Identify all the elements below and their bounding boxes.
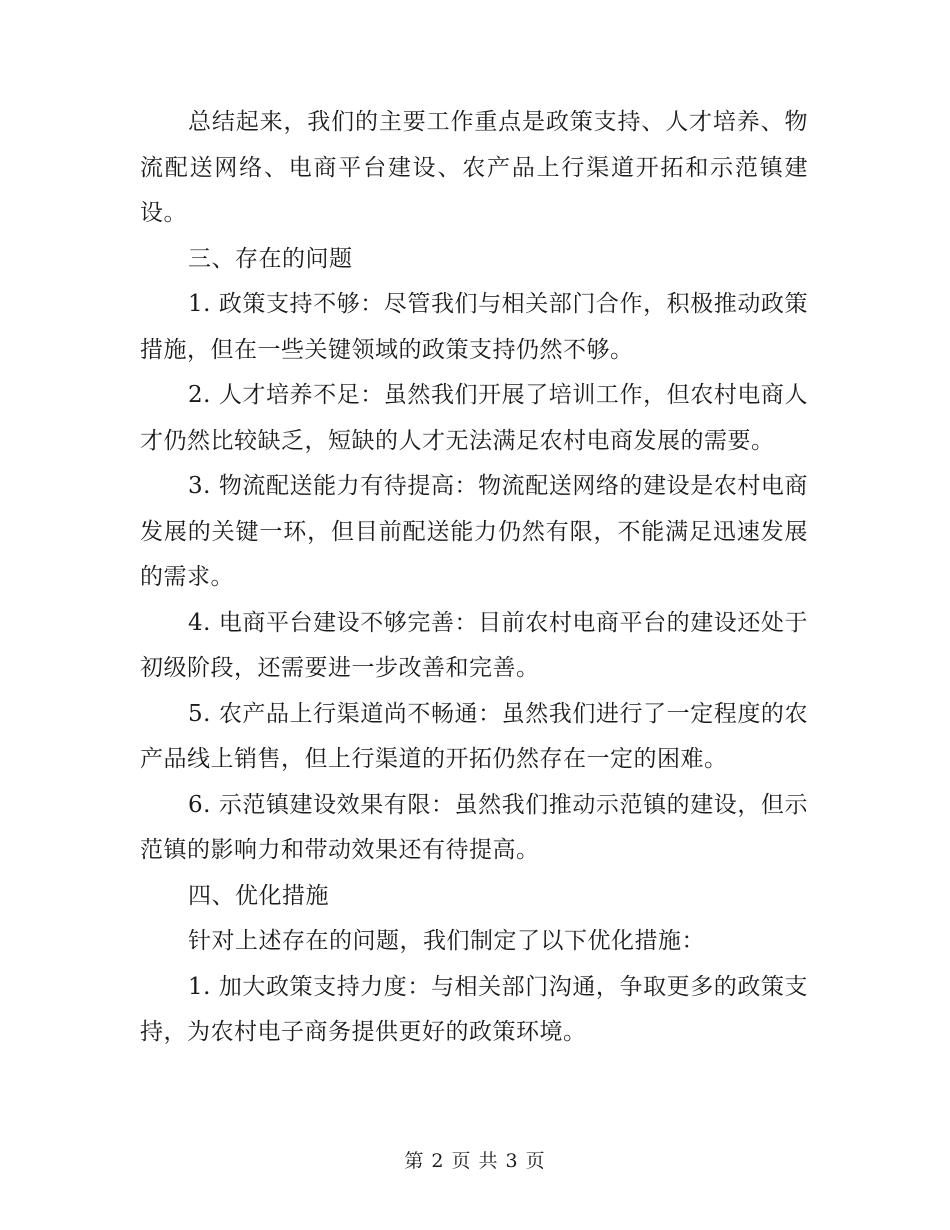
- measure-item-1: 1. 加大政策支持力度：与相关部门沟通，争取更多的政策支持，为农村电子商务提供更好的政策环境。: [140, 973, 808, 1045]
- problem-item-2: 2. 人才培养不足：虽然我们开展了培训工作，但农村电商人才仍然比较缺乏，短缺的人才无法满足农村电商发展的需要。: [140, 382, 808, 454]
- problem-item-5: 5. 农产品上行渠道尚不畅通：虽然我们进行了一定程度的农产品线上销售，但上行渠道的开拓仍然存在一定的困难。: [140, 700, 808, 772]
- section-heading-problems: 三、存在的问题: [188, 245, 353, 272]
- section-heading-measures: 四、优化措施: [188, 882, 329, 909]
- measures-intro-paragraph: 针对上述存在的问题，我们制定了以下优化措施：: [188, 928, 705, 954]
- problem-item-1: 1. 政策支持不够：尽管我们与相关部门合作，积极推动政策措施，但在一些关键领域的政策支持仍然不够。: [140, 291, 808, 363]
- problem-item-3: 3. 物流配送能力有待提高：物流配送网络的建设是农村电商发展的关键一环，但目前配送能力仍然有限，不能满足迅速发展的需求。: [140, 473, 808, 590]
- page-number-footer: 第 2 页 共 3 页: [404, 1150, 546, 1172]
- problem-item-4: 4. 电商平台建设不够完善：目前农村电商平台的建设还处于初级阶段，还需要进一步改善和完善。: [140, 609, 808, 681]
- document-body: [140, 100, 808, 1056]
- summary-paragraph: 总结起来，我们的主要工作重点是政策支持、人才培养、物流配送网络、电商平台建设、农产品上行渠道开拓和示范镇建设。: [140, 109, 808, 226]
- problem-item-6: 6. 示范镇建设效果有限：虽然我们推动示范镇的建设，但示范镇的影响力和带动效果还有待提高。: [140, 791, 808, 863]
